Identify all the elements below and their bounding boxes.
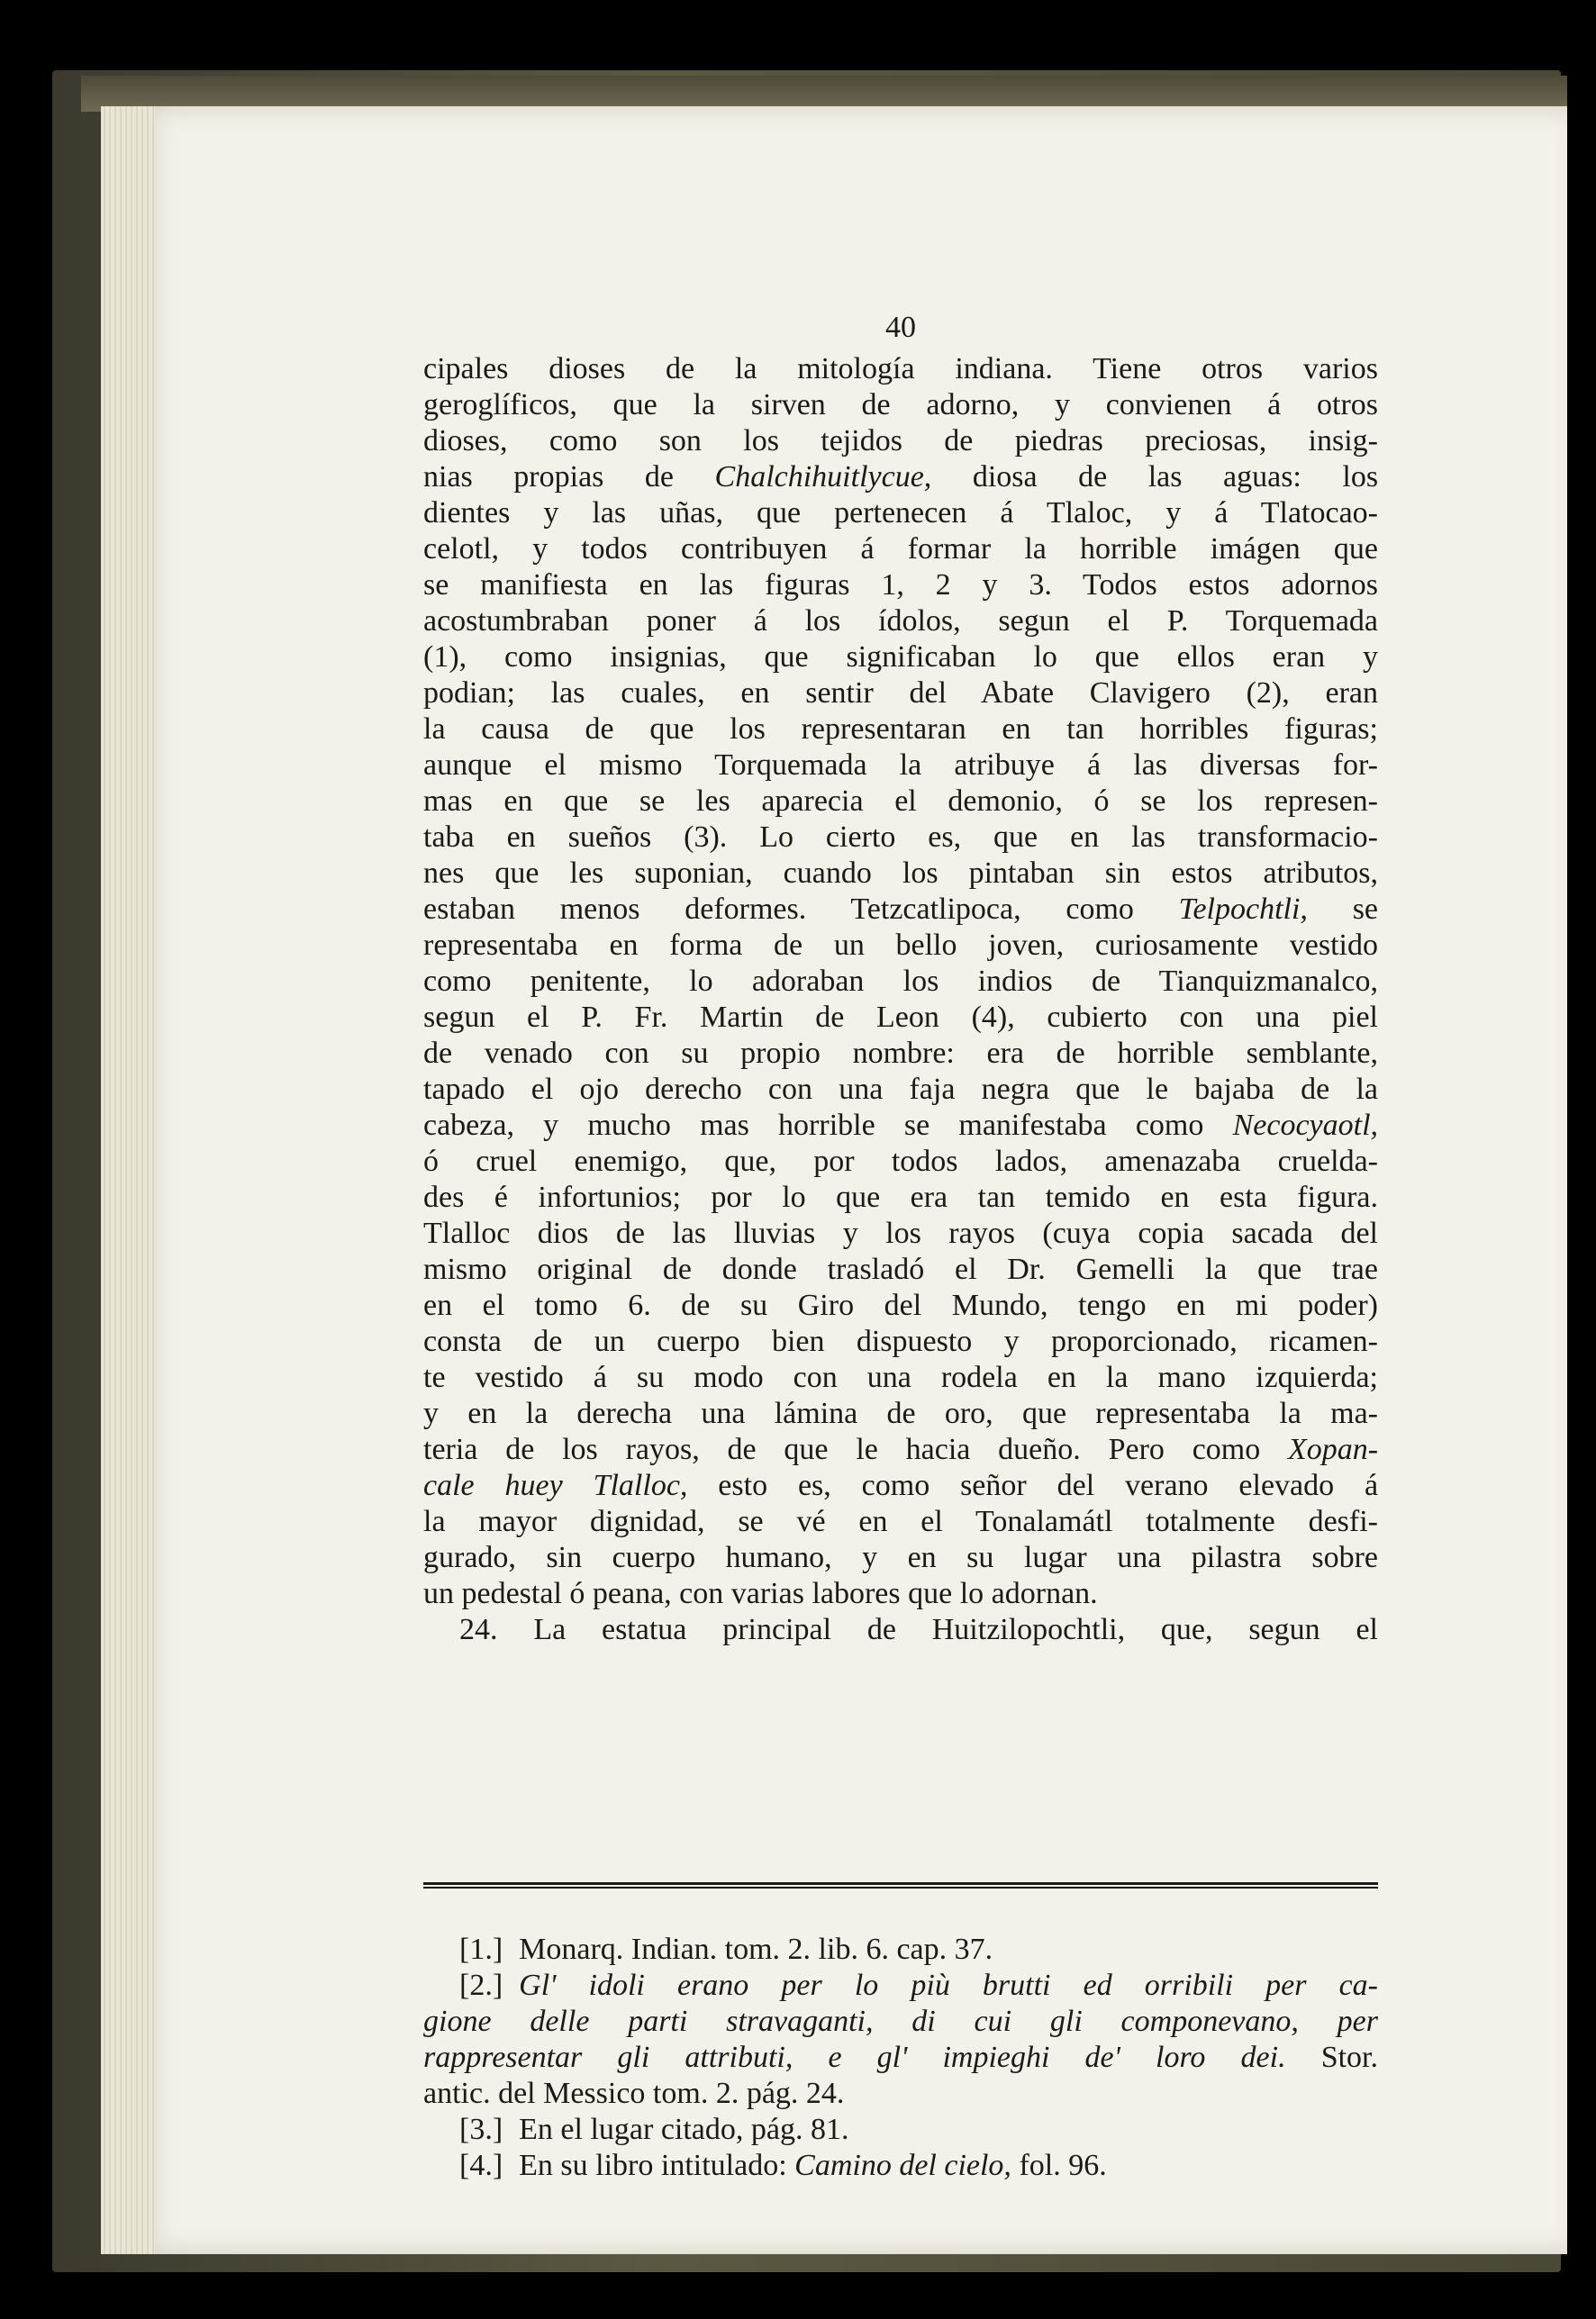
text-line: te vestido á su modo con una rodela en la mano izquierda;	[423, 1361, 1378, 1394]
footnote-text: fol. 96.	[1019, 2149, 1107, 2182]
footnote-text: rappresentar gli attributi, e gl' impieghi de' loro dei.	[423, 2041, 1286, 2074]
text-line: ó cruel enemigo, que, por todos lados, amenazaba cruelda-	[423, 1145, 1378, 1178]
text-line: dientes y las uñas, que pertenecen á Tlaloc, y á Tlatocao-	[423, 496, 1378, 530]
footnote-2-line-1	[423, 1968, 1378, 2004]
footnote-mark: [1.]	[459, 1933, 503, 1966]
footnotes	[423, 1932, 1378, 2184]
text-line: estaban menos deformes. Tetzcatlipoca, como Telpochtli, se	[423, 892, 1379, 926]
footnote-text: Stor.	[1320, 2041, 1378, 2074]
text-line: Tlalloc dios de las lluvias y los rayos (cuya copia sacada del	[423, 1217, 1378, 1250]
footnote-text: Gl' idoli erano per lo più brutti ed orribili per ca-	[519, 1969, 1378, 2002]
text-line: se manifiesta en las figuras 1, 2 y 3. Todos estos adornos	[423, 568, 1378, 602]
text-line: segun el P. Fr. Martin de Leon (4), cubierto con una piel	[423, 1001, 1378, 1034]
text-line: nias propias de Chalchihuitlycue, diosa de las aguas: los	[423, 460, 1379, 494]
footnote-2-line-3	[423, 2040, 1378, 2076]
footnote-rule	[423, 1882, 1378, 1889]
footnote-text: Monarq. Indian. tom. 2. lib. 6. cap. 37.	[519, 1933, 993, 1966]
footnote-1	[423, 1932, 1378, 1968]
footnote-text: gione delle parti stravaganti, di cui gli componevano, per	[423, 2005, 1378, 2038]
page-edges	[101, 106, 155, 2254]
text-line: podian; las cuales, en sentir del Abate Clavigero (2), eran	[423, 676, 1378, 710]
text-line: acostumbraban poner á los ídolos, segun el P. Torquemada	[423, 604, 1378, 638]
text-line: la mayor dignidad, se vé en el Tonalamátl totalmente desfi-	[423, 1505, 1378, 1538]
text-line: mas en que se les aparecia el demonio, ó se los represen-	[423, 784, 1378, 818]
body-text	[423, 351, 1378, 1648]
text-line: gurado, sin cuerpo humano, y en su lugar una pilastra sobre	[423, 1541, 1378, 1574]
footnote-text: En el lugar citado, pág. 81.	[519, 2113, 849, 2146]
text-line: geroglíficos, que la sirven de adorno, y convienen á otros	[423, 388, 1378, 421]
text-line: taba en sueños (3). Lo cierto es, que en las transformacio-	[423, 820, 1378, 854]
footnote-4	[423, 2148, 1378, 2184]
text-line: nes que les suponian, cuando los pintaban sin estos atributos,	[423, 856, 1378, 890]
text-line: aunque el mismo Torquemada la atribuye á las diversas for-	[423, 748, 1378, 782]
text-line: 24. La estatua principal de Huitzilopochtli, que, segun el	[459, 1613, 1378, 1646]
text-line: y en la derecha una lámina de oro, que representaba la ma-	[423, 1397, 1378, 1430]
footnote-mark: [4.]	[459, 2149, 503, 2182]
footnote-text: antic. del Messico tom. 2. pág. 24.	[423, 2077, 845, 2110]
text-line: cabeza, y mucho mas horrible se manifestaba como Necocyaotl,	[423, 1109, 1379, 1142]
footnote-2-line-2	[423, 2004, 1378, 2040]
footnote-3	[423, 2112, 1378, 2148]
footnote-2-line-4	[423, 2076, 1378, 2112]
text-line: un pedestal ó peana, con varias labores que lo adornan.	[423, 1577, 1098, 1610]
text-line: tapado el ojo derecho con una faja negra que le bajaba de la	[423, 1073, 1378, 1106]
text-line: cale huey Tlalloc, esto es, como señor del verano elevado á	[423, 1469, 1379, 1502]
footnote-mark: [3.]	[459, 2113, 503, 2146]
text-line: representaba en forma de un bello joven, curiosamente vestido	[423, 929, 1378, 962]
text-line: celotl, y todos contribuyen á formar la horrible imágen que	[423, 532, 1378, 566]
footnote-mark: [2.]	[459, 1969, 503, 2002]
footnote-text: Camino del cielo,	[794, 2149, 1011, 2182]
text-line: cipales dioses de la mitología indiana. Tiene otros varios	[423, 352, 1378, 385]
text-line: (1), como insignias, que significaban lo que ellos eran y	[423, 640, 1378, 674]
footnote-text: En su libro intitulado:	[519, 2149, 787, 2182]
page-number: 40	[885, 311, 916, 344]
text-line: mismo original de donde trasladó el Dr. Gemelli la que trae	[423, 1253, 1378, 1286]
text-line: teria de los rayos, de que le hacia dueño. Pero como Xopan-	[423, 1433, 1379, 1466]
text-line: des é infortunios; por lo que era tan temido en esta figura.	[423, 1181, 1378, 1214]
text-line: como penitente, lo adoraban los indios de Tianquizmanalco,	[423, 965, 1378, 998]
text-line: la causa de que los representaran en tan horribles figuras;	[423, 712, 1378, 746]
text-line: en el tomo 6. de su Giro del Mundo, tengo en mi poder)	[423, 1289, 1378, 1322]
text-line: de venado con su propio nombre: era de horrible semblante,	[423, 1037, 1378, 1070]
text-line: dioses, como son los tejidos de piedras preciosas, insig-	[423, 424, 1378, 457]
text-line: consta de un cuerpo bien dispuesto y proporcionado, ricamen-	[423, 1325, 1378, 1358]
